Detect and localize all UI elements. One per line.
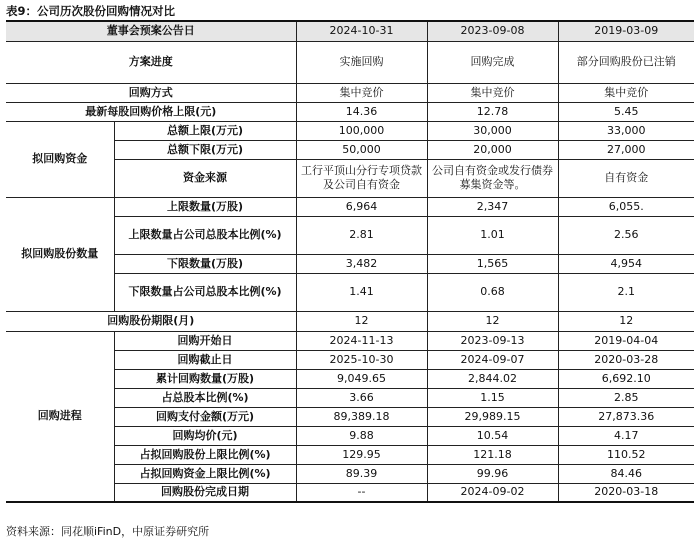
- cell: 20,000: [427, 140, 558, 159]
- row-label: 回购均价(元): [114, 426, 296, 445]
- cell: 1.15: [427, 388, 558, 407]
- row-label: 占拟回购资金上限比例(%): [114, 464, 296, 483]
- cell: 集中竞价: [296, 83, 427, 102]
- cell: 89.39: [296, 464, 427, 483]
- cell: 集中竞价: [558, 83, 694, 102]
- cell: 1.41: [296, 273, 427, 311]
- cell: 6,692.10: [558, 369, 694, 388]
- cell: 2025-10-30: [296, 350, 427, 369]
- group-label: 拟回购资金: [6, 121, 114, 197]
- cell: 9.88: [296, 426, 427, 445]
- cell: 2019-04-04: [558, 331, 694, 350]
- cell: 89,389.18: [296, 407, 427, 426]
- cell: 5.45: [558, 102, 694, 121]
- cell: 2020-03-28: [558, 350, 694, 369]
- cell: 9,049.65: [296, 369, 427, 388]
- cell: 50,000: [296, 140, 427, 159]
- cell: 2.56: [558, 216, 694, 254]
- source-note: 资料来源：同花顺iFinD，中原证券研究所: [6, 525, 210, 538]
- cell: 实施回购: [296, 41, 427, 83]
- row-label: 累计回购数量(万股): [114, 369, 296, 388]
- row-label: 回购支付金额(万元): [114, 407, 296, 426]
- column-header: 2024-10-31: [296, 21, 427, 41]
- cell: 2024-09-07: [427, 350, 558, 369]
- row-label: 回购股份完成日期: [114, 483, 296, 502]
- row-label: 回购开始日: [114, 331, 296, 350]
- cell: 2020-03-18: [558, 483, 694, 502]
- cell: 27,873.36: [558, 407, 694, 426]
- cell: 部分回购股份已注销: [558, 41, 694, 83]
- cell: 121.18: [427, 445, 558, 464]
- cell: 27,000: [558, 140, 694, 159]
- cell: 129.95: [296, 445, 427, 464]
- buyback-comparison-table: [6, 20, 694, 503]
- cell: 4,954: [558, 254, 694, 273]
- row-label: 上限数量(万股): [114, 197, 296, 216]
- row-label: 总额下限(万元): [114, 140, 296, 159]
- cell: 2,347: [427, 197, 558, 216]
- cell: 12: [296, 311, 427, 331]
- cell: 0.68: [427, 273, 558, 311]
- row-label: 董事会预案公告日: [6, 21, 296, 41]
- cell: 33,000: [558, 121, 694, 140]
- table-row: [6, 121, 694, 140]
- cell: 3.66: [296, 388, 427, 407]
- cell: 自有资金: [558, 159, 694, 197]
- cell: 84.46: [558, 464, 694, 483]
- cell: 回购完成: [427, 41, 558, 83]
- table-header-row: [6, 21, 694, 41]
- cell: 6,964: [296, 197, 427, 216]
- table-row: [6, 41, 694, 83]
- cell: 集中竞价: [427, 83, 558, 102]
- cell: 14.36: [296, 102, 427, 121]
- row-label: 占拟回购股份上限比例(%): [114, 445, 296, 464]
- cell: 110.52: [558, 445, 694, 464]
- cell: 3,482: [296, 254, 427, 273]
- row-label: 占总股本比例(%): [114, 388, 296, 407]
- cell: 2024-11-13: [296, 331, 427, 350]
- cell: 公司自有资金或发行债券募集资金等。: [427, 159, 558, 197]
- row-label: 上限数量占公司总股本比例(%): [114, 216, 296, 254]
- cell: 29,989.15: [427, 407, 558, 426]
- cell: 2.85: [558, 388, 694, 407]
- row-label: 方案进度: [6, 41, 296, 83]
- cell: 6,055.: [558, 197, 694, 216]
- cell: 12: [558, 311, 694, 331]
- table-row: [6, 102, 694, 121]
- cell: 1.01: [427, 216, 558, 254]
- cell: 2024-09-02: [427, 483, 558, 502]
- cell: 1,565: [427, 254, 558, 273]
- table-row: [6, 311, 694, 331]
- cell: 2.81: [296, 216, 427, 254]
- group-label: 拟回购股份数量: [6, 197, 114, 311]
- cell: 工行平顶山分行专项贷款及公司自有资金: [296, 159, 427, 197]
- cell: 12: [427, 311, 558, 331]
- cell: 12.78: [427, 102, 558, 121]
- cell: 30,000: [427, 121, 558, 140]
- table-row: [6, 197, 694, 216]
- cell: 99.96: [427, 464, 558, 483]
- cell: --: [296, 483, 427, 502]
- row-label: 下限数量占公司总股本比例(%): [114, 273, 296, 311]
- row-label: 回购截止日: [114, 350, 296, 369]
- row-label: 回购股份期限(月): [6, 311, 296, 331]
- table-caption: 表9：公司历次股份回购情况对比: [6, 4, 175, 18]
- row-label: 总额上限(万元): [114, 121, 296, 140]
- cell: 4.17: [558, 426, 694, 445]
- row-label: 最新每股回购价格上限(元): [6, 102, 296, 121]
- column-header: 2023-09-08: [427, 21, 558, 41]
- cell: 10.54: [427, 426, 558, 445]
- cell: 2,844.02: [427, 369, 558, 388]
- row-label: 回购方式: [6, 83, 296, 102]
- table-row: [6, 331, 694, 350]
- cell: 100,000: [296, 121, 427, 140]
- row-label: 资金来源: [114, 159, 296, 197]
- table-row: [6, 83, 694, 102]
- cell: 2.1: [558, 273, 694, 311]
- row-label: 下限数量(万股): [114, 254, 296, 273]
- column-header: 2019-03-09: [558, 21, 694, 41]
- group-label: 回购进程: [6, 331, 114, 502]
- cell: 2023-09-13: [427, 331, 558, 350]
